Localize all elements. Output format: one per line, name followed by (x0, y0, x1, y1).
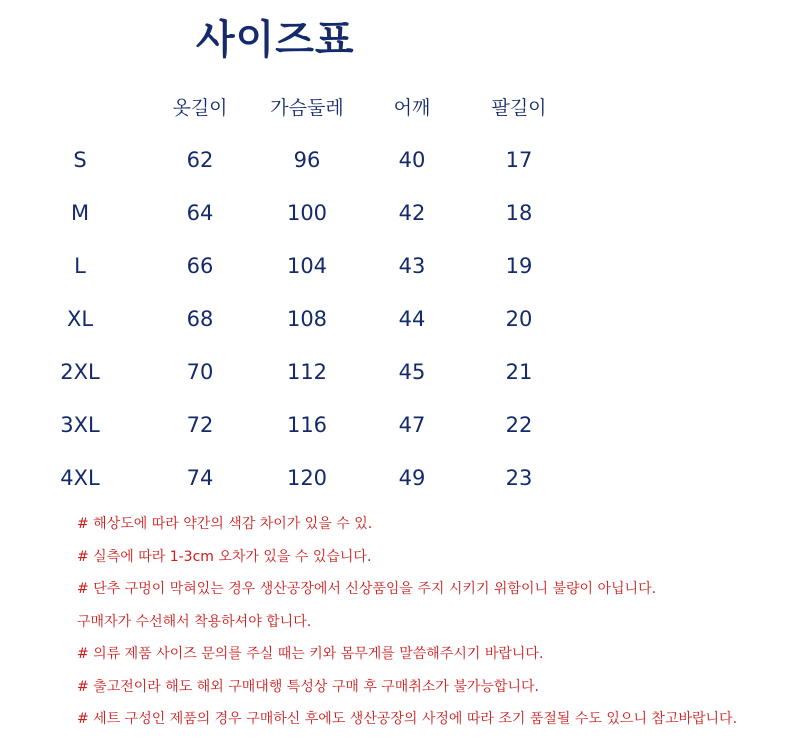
sleeve-cell: 18 (505, 201, 533, 225)
sleeve-cell: 19 (505, 254, 533, 278)
size-cell: 4XL (60, 466, 100, 490)
size-cell: 3XL (60, 413, 100, 437)
note-item: # 단추 구멍이 막혀있는 경우 생산공장에서 신상품임을 주지 시키기 위함이니 불량이 아닙니다. (77, 581, 657, 597)
table-row (0, 140, 800, 180)
size-cell: XL (66, 307, 94, 331)
header-sleeve: 팔길이 (491, 97, 547, 119)
length-cell: 72 (186, 413, 214, 437)
notes-list (77, 508, 797, 736)
length-cell: 74 (186, 466, 214, 490)
note-item: # 해상도에 따라 약간의 색감 차이가 있을 수 있. (77, 516, 373, 532)
sleeve-cell: 22 (505, 413, 533, 437)
chest-cell: 120 (286, 466, 328, 490)
sleeve-cell: 20 (505, 307, 533, 331)
length-cell: 68 (186, 307, 214, 331)
table-row (0, 299, 800, 339)
shoulder-cell: 43 (398, 254, 426, 278)
note-item: # 세트 구성인 제품의 경우 구매하신 후에도 생산공장의 사정에 따라 조기 품절될 수도 있으니 참고바랍니다. (77, 711, 738, 727)
table-row (0, 193, 800, 233)
header-chest: 가슴둘레 (270, 97, 344, 119)
shoulder-cell: 44 (398, 307, 426, 331)
size-cell: S (73, 148, 87, 172)
size-cell: L (74, 254, 86, 278)
chest-cell: 108 (286, 307, 328, 331)
page-title: 사이즈표 (196, 17, 355, 63)
shoulder-cell: 45 (398, 360, 426, 384)
shoulder-cell: 49 (398, 466, 426, 490)
shoulder-cell: 40 (398, 148, 426, 172)
table-row (0, 352, 800, 392)
chest-cell: 104 (286, 254, 328, 278)
length-cell: 64 (186, 201, 214, 225)
length-cell: 70 (186, 360, 214, 384)
chest-cell: 112 (286, 360, 328, 384)
header-shoulder: 어깨 (393, 97, 431, 119)
header-length: 옷길이 (172, 97, 228, 119)
table-row (0, 458, 800, 498)
shoulder-cell: 47 (398, 413, 426, 437)
chest-cell: 96 (293, 148, 321, 172)
table-row (0, 405, 800, 445)
size-cell: M (70, 201, 90, 225)
chest-cell: 116 (286, 413, 328, 437)
chest-cell: 100 (286, 201, 328, 225)
table-header-row (0, 88, 800, 128)
length-cell: 62 (186, 148, 214, 172)
size-cell: 2XL (60, 360, 100, 384)
note-item: # 의류 제품 사이즈 문의를 주실 때는 키와 몸무게를 말씀해주시기 바랍니다. (77, 646, 544, 662)
length-cell: 66 (186, 254, 214, 278)
note-item: 구매자가 수선해서 착용하셔야 합니다. (77, 613, 312, 630)
table-row (0, 246, 800, 286)
sleeve-cell: 17 (505, 148, 533, 172)
sleeve-cell: 23 (505, 466, 533, 490)
note-item: # 실측에 따라 1-3cm 오차가 있을 수 있습니다. (77, 548, 372, 565)
sleeve-cell: 21 (505, 360, 533, 384)
note-item: # 출고전이라 해도 해외 구매대행 특성상 구매 후 구매취소가 불가능합니다. (77, 678, 539, 695)
shoulder-cell: 42 (398, 201, 426, 225)
